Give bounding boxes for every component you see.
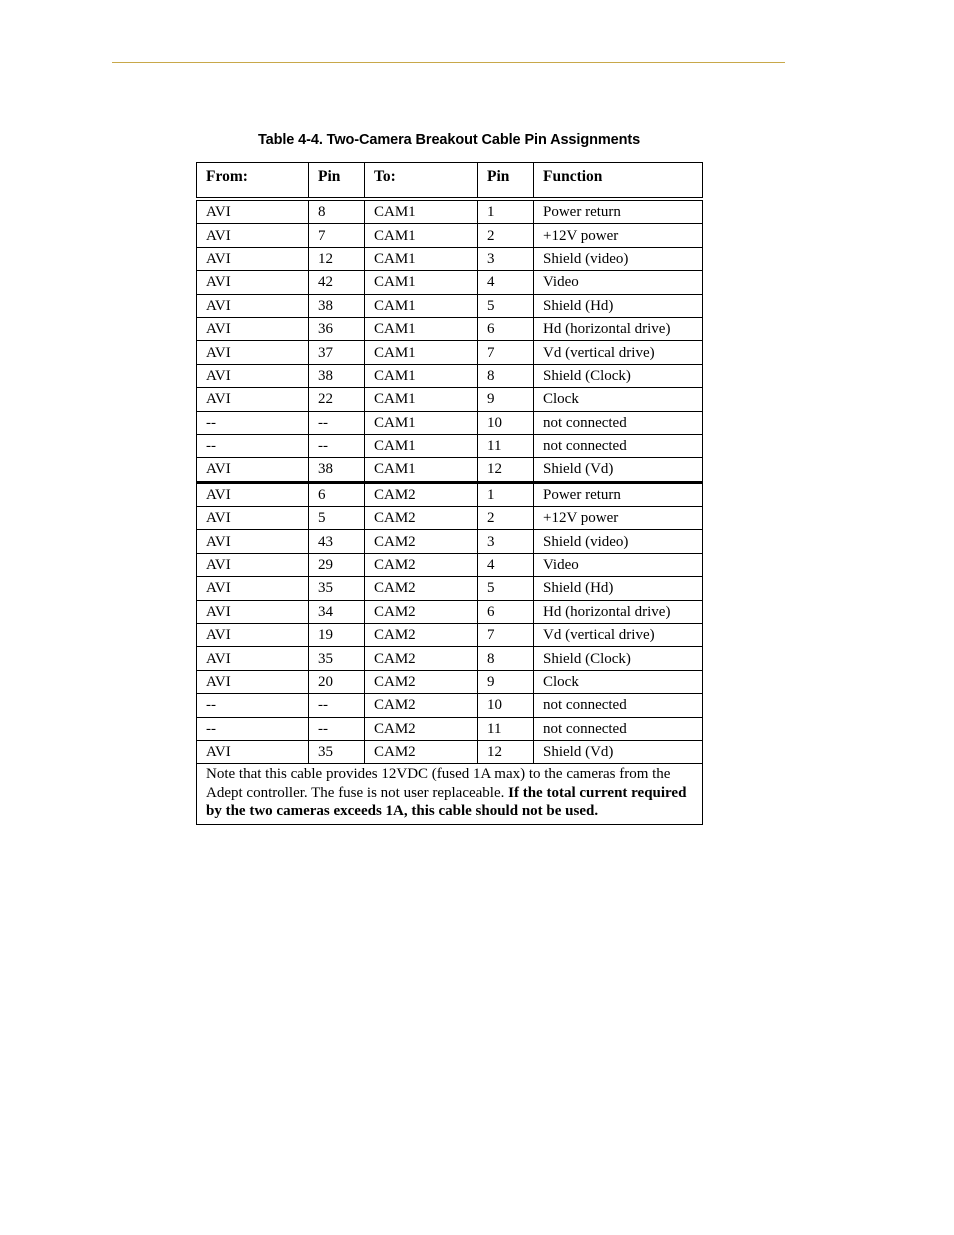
table-row [197,271,703,294]
table-row [197,694,703,717]
header-row [197,163,703,200]
cell-to: CAM2 [365,717,478,740]
cell-from-pin: -- [309,717,365,740]
cell-function: Shield (video) [534,247,703,270]
cell-to-pin: 2 [478,507,534,530]
table-row [197,600,703,623]
cell-from-pin: 6 [309,482,365,506]
cell-from: AVI [197,364,309,387]
cell-to: CAM1 [365,199,478,224]
table-row [197,717,703,740]
table-caption: Table 4-4. Two-Camera Breakout Cable Pin Assignments [257,132,641,148]
note-row [197,764,703,825]
cell-function: not connected [534,717,703,740]
table-row [197,434,703,457]
cell-from: AVI [197,224,309,247]
cell-to-pin: 7 [478,624,534,647]
cell-from: AVI [197,624,309,647]
cell-function: Video [534,271,703,294]
cell-to-pin: 3 [478,247,534,270]
cell-to: CAM1 [365,341,478,364]
cell-from-pin: 38 [309,294,365,317]
cell-function: Shield (Vd) [534,740,703,763]
cell-from-pin: 29 [309,553,365,576]
cell-to-pin: 5 [478,577,534,600]
cell-from-pin: 19 [309,624,365,647]
table-row [197,624,703,647]
cell-from-pin: 5 [309,507,365,530]
cell-to: CAM2 [365,740,478,763]
cell-from-pin: 42 [309,271,365,294]
cell-function: Hd (horizontal drive) [534,600,703,623]
table-body [197,199,703,764]
table-row [197,553,703,576]
table-row [197,670,703,693]
cell-function: Power return [534,199,703,224]
cell-from: AVI [197,507,309,530]
cell-to: CAM1 [365,247,478,270]
cell-from: -- [197,717,309,740]
cell-from-pin: 12 [309,247,365,270]
note-text: Note that this cable provides 12VDC (fused 1A max) to the cameras from the Adept controller. The fuse is not user replaceable. [206,766,671,801]
table-row [197,458,703,482]
table-footer [197,764,703,825]
cell-to-pin: 11 [478,717,534,740]
cell-to: CAM2 [365,670,478,693]
cell-to-pin: 6 [478,317,534,340]
cell-function: Clock [534,388,703,411]
cell-to-pin: 1 [478,482,534,506]
cell-from-pin: 35 [309,577,365,600]
table-row [197,411,703,434]
cell-function: Shield (Clock) [534,364,703,387]
cell-to: CAM2 [365,482,478,506]
cell-to-pin: 11 [478,434,534,457]
pin-assignment-table [196,162,703,825]
cell-to: CAM2 [365,624,478,647]
cell-from-pin: 35 [309,647,365,670]
table-row [197,199,703,224]
table-row [197,317,703,340]
cell-to-pin: 8 [478,364,534,387]
cell-function: Shield (Vd) [534,458,703,482]
cell-from: AVI [197,482,309,506]
cell-to: CAM1 [365,458,478,482]
cell-to: CAM1 [365,388,478,411]
table-row [197,341,703,364]
cell-to-pin: 3 [478,530,534,553]
cell-from: AVI [197,271,309,294]
cell-from: AVI [197,388,309,411]
table-row [197,388,703,411]
cell-function: Vd (vertical drive) [534,341,703,364]
cell-function: Video [534,553,703,576]
cell-to-pin: 2 [478,224,534,247]
cell-function: +12V power [534,224,703,247]
table-row [197,247,703,270]
cell-from-pin: 35 [309,740,365,763]
cell-from-pin: 8 [309,199,365,224]
table-row [197,294,703,317]
cell-function: Shield (Clock) [534,647,703,670]
table-row [197,482,703,506]
cell-function: +12V power [534,507,703,530]
cell-from-pin: 34 [309,600,365,623]
cell-to-pin: 12 [478,740,534,763]
cell-from: AVI [197,670,309,693]
cell-to-pin: 4 [478,553,534,576]
cell-to: CAM2 [365,553,478,576]
cell-function: Power return [534,482,703,506]
cell-to: CAM1 [365,294,478,317]
cell-function: Hd (horizontal drive) [534,317,703,340]
cell-function: not connected [534,434,703,457]
cell-from: -- [197,694,309,717]
cell-from: AVI [197,530,309,553]
cell-from-pin: -- [309,694,365,717]
cell-to: CAM1 [365,411,478,434]
cell-to: CAM2 [365,647,478,670]
cell-function: Shield (Hd) [534,294,703,317]
cell-to-pin: 9 [478,670,534,693]
cell-to: CAM1 [365,364,478,387]
cell-to-pin: 1 [478,199,534,224]
cell-to-pin: 7 [478,341,534,364]
cell-from-pin: 38 [309,364,365,387]
cell-to: CAM2 [365,530,478,553]
cell-to-pin: 4 [478,271,534,294]
cell-from: AVI [197,740,309,763]
cell-from: AVI [197,294,309,317]
table-row [197,530,703,553]
cell-to-pin: 10 [478,694,534,717]
cell-function: Shield (Hd) [534,577,703,600]
cell-to: CAM2 [365,577,478,600]
cell-from-pin: 22 [309,388,365,411]
note-warning: If the total current required by the two cameras exceeds 1A, this cable should not be used. [206,784,687,820]
table-row [197,224,703,247]
cell-from: AVI [197,647,309,670]
cell-from: -- [197,411,309,434]
cell-from: AVI [197,600,309,623]
cell-to-pin: 12 [478,458,534,482]
cell-function: Clock [534,670,703,693]
table-header [197,163,703,200]
cell-to-pin: 8 [478,647,534,670]
cell-to-pin: 5 [478,294,534,317]
cell-from-pin: -- [309,434,365,457]
header-function: Function [534,163,703,200]
cell-from: AVI [197,577,309,600]
cell-to: CAM2 [365,600,478,623]
cell-function: not connected [534,694,703,717]
cell-function: Shield (video) [534,530,703,553]
cell-to: CAM2 [365,694,478,717]
cell-to: CAM1 [365,317,478,340]
cell-from-pin: 20 [309,670,365,693]
cell-from: AVI [197,199,309,224]
cell-to: CAM2 [365,507,478,530]
cell-function: Vd (vertical drive) [534,624,703,647]
cell-to: CAM1 [365,224,478,247]
cell-from: AVI [197,247,309,270]
cell-from-pin: 43 [309,530,365,553]
cable-note [197,764,703,825]
table-row [197,740,703,763]
cell-to-pin: 9 [478,388,534,411]
header-to: To: [365,163,478,200]
table-row [197,364,703,387]
cell-to-pin: 10 [478,411,534,434]
cell-from-pin: 7 [309,224,365,247]
cell-to: CAM1 [365,434,478,457]
header-from: From: [197,163,309,200]
cell-function: not connected [534,411,703,434]
header-from-pin: Pin [309,163,365,200]
cell-from: AVI [197,458,309,482]
cell-from: AVI [197,317,309,340]
cell-from: AVI [197,553,309,576]
header-rule [112,62,785,63]
cell-to-pin: 6 [478,600,534,623]
cell-from-pin: 36 [309,317,365,340]
cell-from-pin: -- [309,411,365,434]
table-row [197,507,703,530]
cell-from: AVI [197,341,309,364]
table-row [197,577,703,600]
header-to-pin: Pin [478,163,534,200]
cell-from: -- [197,434,309,457]
cell-to: CAM1 [365,271,478,294]
cell-from-pin: 37 [309,341,365,364]
cell-from-pin: 38 [309,458,365,482]
table-row [197,647,703,670]
